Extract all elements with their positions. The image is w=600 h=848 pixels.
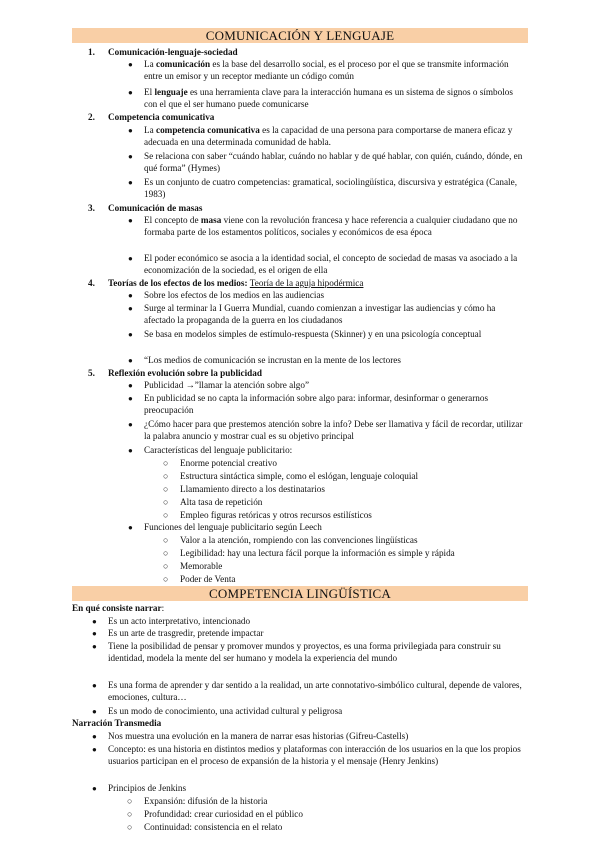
list-item: Es un conjunto de cuatro competencias: gramatical, sociolingüística, discursiva y estratégica (Canale, 1983) bbox=[144, 177, 517, 199]
heading-number-3: 3. bbox=[88, 203, 95, 213]
circle-bullet-icon: ○ bbox=[163, 535, 169, 545]
bullet-icon: ● bbox=[92, 784, 97, 793]
heading-teorias-efectos: Teorías de los efectos de los medios: Teoría de la aguja hipodérmica bbox=[108, 278, 364, 288]
bullet-icon: ● bbox=[92, 642, 97, 651]
bullet-icon: ● bbox=[128, 446, 133, 455]
bullet-icon: ● bbox=[128, 216, 133, 225]
sub-list-item: Expansión: difusión de la historia bbox=[144, 796, 268, 806]
circle-bullet-icon: ○ bbox=[163, 497, 169, 507]
list-item: Se relaciona con saber “cuándo hablar, cuándo no hablar y de qué hablar, con quién, cuándo, dónde, en qué forma” (Hymes) bbox=[144, 151, 523, 173]
list-item: Características del lenguaje publicitario: bbox=[144, 445, 293, 455]
sub-list-item: Profundidad: crear curiosidad en el público bbox=[144, 809, 303, 819]
list-item: El poder económico se asocia a la identidad social, el concepto de sociedad de masas va asociado a la economización de la sociedad, es el origen de ella bbox=[144, 253, 518, 275]
circle-bullet-icon: ○ bbox=[163, 574, 169, 584]
list-item: “Los medios de comunicación se incrustan en la mente de los lectores bbox=[144, 355, 401, 365]
sub-list-item: Continuidad: consistencia en el relato bbox=[144, 822, 283, 832]
heading-number-2: 2. bbox=[88, 112, 95, 122]
bullet-icon: ● bbox=[92, 707, 97, 716]
bullet-icon: ● bbox=[128, 420, 133, 429]
bullet-icon: ● bbox=[128, 60, 133, 69]
bullet-icon: ● bbox=[128, 254, 133, 263]
bullet-icon: ● bbox=[92, 745, 97, 754]
heading-comunicacion-lenguaje-sociedad: Comunicación-lenguaje-sociedad bbox=[108, 47, 238, 57]
bullet-icon: ● bbox=[128, 304, 133, 313]
subheading-narracion-transmedia: Narración Transmedia bbox=[72, 718, 162, 728]
sub-list-item: Valor a la atención, rompiendo con las convenciones lingüísticas bbox=[180, 535, 418, 545]
list-item: ¿Cómo hacer para que prestemos atención sobre la info? Debe ser llamativa y fácil de recordar, utilizar la palabra anuncio y mostrar cual es su objetivo principal bbox=[144, 419, 523, 441]
list-item: El lenguaje es una herramienta clave para la interacción humana es un sistema de signos o símbolos con el que el ser humano puede comunicarse bbox=[144, 87, 513, 109]
bullet-icon: ● bbox=[128, 291, 133, 300]
bullet-icon: ● bbox=[92, 732, 97, 741]
sub-list-item: Llamamiento directo a los destinatarios bbox=[180, 484, 325, 494]
bullet-icon: ● bbox=[128, 152, 133, 161]
bullet-icon: ● bbox=[128, 394, 133, 403]
sub-list-item: Enorme potencial creativo bbox=[180, 458, 277, 468]
heading-reflexion-publicidad: Reflexión evolución sobre la publicidad bbox=[108, 368, 262, 378]
list-item: La competencia comunicativa es la capacidad de una persona para comportarse de manera eficaz y adecuada en una determinada comunidad de habla. bbox=[144, 125, 513, 147]
bullet-icon: ● bbox=[128, 381, 133, 390]
bullet-icon: ● bbox=[128, 88, 133, 97]
circle-bullet-icon: ○ bbox=[127, 796, 133, 806]
circle-bullet-icon: ○ bbox=[163, 484, 169, 494]
list-item: Surge al terminar la I Guerra Mundial, cuando comienzan a investigar las audiencias y cómo ha afectado la propaganda de la guerra en los ciudadanos bbox=[144, 303, 496, 325]
list-item: El concepto de masa viene con la revolución francesa y hace referencia a cualquier ciudadano que no formaba parte de los estamentos políticos, sociales y económicos de esa época bbox=[144, 215, 518, 237]
list-item: Sobre los efectos de los medios en las audiencias bbox=[144, 290, 325, 300]
list-item: Es una forma de aprender y dar sentido a la realidad, un arte connotativo-simbólico cultural, depende de valores, emociones, cultura… bbox=[108, 680, 522, 702]
list-item: Es un acto interpretativo, intencionado bbox=[108, 616, 251, 626]
list-item: Nos muestra una evolución en la manera de narrar esas historias (Gifreu-Castells) bbox=[108, 731, 409, 741]
heading-number-5: 5. bbox=[88, 368, 95, 378]
underlined-theory-name: Teoría de la aguja hipodérmica bbox=[249, 278, 364, 288]
sub-list-item: Alta tasa de repetición bbox=[180, 497, 263, 507]
bullet-icon: ● bbox=[92, 617, 97, 626]
list-item: Principios de Jenkins bbox=[108, 783, 187, 793]
sub-list-item: Empleo figuras retóricas y otros recursos estilísticos bbox=[180, 510, 372, 520]
list-item: Es un modo de conocimiento, una actividad cultural y peligrosa bbox=[108, 706, 343, 716]
section-banner-competencia-linguistica: COMPETENCIA LINGÜÍSTICA bbox=[72, 586, 528, 601]
sub-list-item: Estructura sintáctica simple, como el eslógan, lenguaje coloquial bbox=[180, 471, 419, 481]
bullet-icon: ● bbox=[128, 356, 133, 365]
list-item: Tiene la posibilidad de pensar y promover mundos y proyectos, es una forma privilegiada para construir su identidad, modela la mente del ser humano y modela la experiencia del mundo bbox=[108, 641, 501, 663]
subheading-narrar: En qué consiste narrar: bbox=[72, 603, 165, 613]
heading-comunicacion-de-masas: Comunicación de masas bbox=[108, 203, 203, 213]
section-banner-comunicacion: COMUNICACIÓN Y LENGUAJE bbox=[72, 28, 528, 43]
circle-bullet-icon: ○ bbox=[127, 809, 133, 819]
bullet-icon: ● bbox=[128, 523, 133, 532]
heading-competencia-comunicativa: Competencia comunicativa bbox=[108, 112, 215, 122]
heading-number-4: 4. bbox=[88, 278, 95, 288]
sub-list-item: Legibilidad: hay una lectura fácil porque la información es simple y rápida bbox=[180, 548, 455, 558]
circle-bullet-icon: ○ bbox=[163, 471, 169, 481]
list-item: Concepto: es una historia en distintos medios y plataformas con interacción de los usuarios en la que los propios usuarios participan en el proceso de expansión de la historia y el mensaje (Henry Jenkins) bbox=[108, 744, 521, 766]
circle-bullet-icon: ○ bbox=[127, 822, 133, 832]
circle-bullet-icon: ○ bbox=[163, 548, 169, 558]
circle-bullet-icon: ○ bbox=[163, 510, 169, 520]
bullet-icon: ● bbox=[92, 681, 97, 690]
bullet-icon: ● bbox=[128, 330, 133, 339]
sub-list-item: Memorable bbox=[180, 561, 223, 571]
bullet-icon: ● bbox=[128, 178, 133, 187]
circle-bullet-icon: ○ bbox=[163, 561, 169, 571]
bullet-icon: ● bbox=[128, 126, 133, 135]
heading-number-1: 1. bbox=[88, 47, 95, 57]
list-item: Es un arte de trasgredir, pretende impactar bbox=[108, 628, 264, 638]
list-item: La comunicación es la base del desarrollo social, es el proceso por el que se transmite información entre un emisor y un receptor mediante un código común bbox=[144, 59, 509, 81]
sub-list-item: Poder de Venta bbox=[180, 574, 236, 584]
bullet-icon: ● bbox=[92, 629, 97, 638]
list-item: Se basa en modelos simples de estímulo-respuesta (Skinner) y en una psicología conceptual bbox=[144, 329, 482, 339]
list-item: Funciones del lenguaje publicitario según Leech bbox=[144, 522, 322, 532]
list-item: En publicidad se no capta la información sobre algo para: informar, desinformar o generarnos preocupación bbox=[144, 393, 489, 415]
circle-bullet-icon: ○ bbox=[163, 458, 169, 468]
list-item: Publicidad →”llamar la atención sobre algo” bbox=[144, 380, 310, 390]
